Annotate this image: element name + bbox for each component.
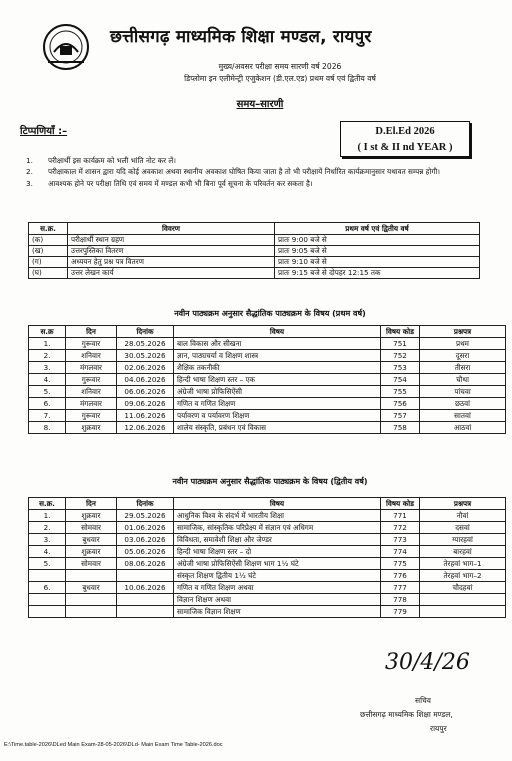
note-item bbox=[26, 179, 496, 189]
column-header: दिन bbox=[66, 326, 117, 338]
note-number: 3. bbox=[26, 178, 33, 188]
table-row bbox=[29, 534, 506, 546]
table-cell: सोमवार bbox=[66, 522, 117, 534]
column-header: प्रश्नपत्र bbox=[420, 498, 506, 510]
table-cell: (ख) bbox=[29, 246, 68, 257]
table-cell: सामाजिक, सांस्कृतिक परिप्रेक्ष्य में संज्ञान एवं अधिगम bbox=[174, 522, 381, 534]
table-cell: गणित व गणित शिक्षण अथवा bbox=[174, 582, 381, 594]
table-cell bbox=[117, 606, 174, 618]
table-cell: (क) bbox=[29, 235, 68, 246]
table-cell: 778 bbox=[381, 594, 420, 606]
table-cell: (ग) bbox=[29, 257, 68, 268]
signature-office: छत्तीसगढ़ माध्यमिक शिक्षा मण्डल, bbox=[360, 710, 453, 719]
table-row bbox=[29, 558, 506, 570]
table-cell: 772 bbox=[381, 522, 420, 534]
table-row bbox=[29, 350, 506, 362]
table-cell: 11.06.2026 bbox=[117, 410, 174, 422]
table-cell: उत्तरपुस्तिका वितरण bbox=[68, 246, 275, 257]
table-cell: 1. bbox=[29, 338, 66, 350]
table-row bbox=[29, 522, 506, 534]
table-row bbox=[29, 570, 506, 582]
table-cell: 754 bbox=[381, 374, 420, 386]
note-item bbox=[26, 167, 496, 177]
table-cell: उत्तर लेखन कार्य bbox=[68, 268, 275, 279]
table-cell: अंग्रेजी भाषा प्रोफिसिऐंसी bbox=[174, 386, 381, 398]
table-cell bbox=[420, 606, 506, 618]
table-cell: 752 bbox=[381, 350, 420, 362]
table-header-row bbox=[29, 498, 506, 510]
exam-schedule-line: मुख्य/अवसर परीक्षा समय सारणी वर्ष 2026 bbox=[218, 62, 342, 71]
column-header: प्रश्नपत्र bbox=[420, 326, 506, 338]
table-cell: हिन्दी भाषा शिक्षण स्तर – दो bbox=[174, 546, 381, 558]
table-cell: मंगलवार bbox=[66, 398, 117, 410]
table-cell: 753 bbox=[381, 362, 420, 374]
table-cell bbox=[117, 570, 174, 582]
first-year-table bbox=[28, 325, 506, 434]
table-row bbox=[29, 362, 506, 374]
second-year-heading: नवीन पाठ्यक्रम अनुसार सैद्धांतिक पाठ्यक्रम के विषय (द्वितीय वर्ष) bbox=[172, 477, 368, 486]
table-cell: 771 bbox=[381, 510, 420, 522]
table-cell: 757 bbox=[381, 410, 420, 422]
table-cell: तीसरा bbox=[420, 362, 506, 374]
table-cell: 03.06.2026 bbox=[117, 534, 174, 546]
table-cell: (घ) bbox=[29, 268, 68, 279]
table-row bbox=[29, 410, 506, 422]
table-cell: शनिवार bbox=[66, 386, 117, 398]
table-cell: विज्ञान शिक्षण अथवा bbox=[174, 594, 381, 606]
table-cell: सामाजिक विज्ञान शिक्षण bbox=[174, 606, 381, 618]
table-cell: 774 bbox=[381, 546, 420, 558]
table-cell: दूसरा bbox=[420, 350, 506, 362]
table-cell: 01.06.2026 bbox=[117, 522, 174, 534]
column-header: दिन bbox=[66, 498, 117, 510]
table-cell: 756 bbox=[381, 398, 420, 410]
table-cell: 779 bbox=[381, 606, 420, 618]
table-cell: शुक्रवार bbox=[66, 510, 117, 522]
second-year-table bbox=[28, 497, 506, 618]
table-cell: 6. bbox=[29, 582, 66, 594]
course-line: डिप्लोमा इन एलीमेन्ट्री एजुकेशन (डी.एल.एड) प्रथम वर्ष एवं द्वितीय वर्ष bbox=[184, 74, 376, 83]
table-cell bbox=[29, 570, 66, 582]
table-cell: 28.05.2026 bbox=[117, 338, 174, 350]
notes-list bbox=[26, 156, 496, 190]
table-cell: ग्यारहवां bbox=[420, 534, 506, 546]
table-cell: 4. bbox=[29, 374, 66, 386]
table-cell: मंगलवार bbox=[66, 362, 117, 374]
table-cell: गुरूवार bbox=[66, 410, 117, 422]
table-cell: 4. bbox=[29, 546, 66, 558]
table-cell: 09.06.2026 bbox=[117, 398, 174, 410]
table-cell: आठवां bbox=[420, 422, 506, 434]
table-cell: 2. bbox=[29, 350, 66, 362]
column-header: विषय कोड bbox=[381, 326, 420, 338]
column-header: स.क्र bbox=[29, 326, 66, 338]
table-row bbox=[29, 582, 506, 594]
table-cell: पांचवा bbox=[420, 386, 506, 398]
table-cell: संस्कृत शिक्षण द्वितीय 1½ घंटे bbox=[174, 570, 381, 582]
table-cell: बारहवां bbox=[420, 546, 506, 558]
table-cell: शनिवार bbox=[66, 350, 117, 362]
table-cell: 1. bbox=[29, 510, 66, 522]
table-cell: 05.06.2026 bbox=[117, 546, 174, 558]
table-cell: चौदहवां bbox=[420, 582, 506, 594]
table-cell bbox=[117, 594, 174, 606]
note-text: परीक्षाकाल में शासन द्वारा यदि कोई अवकाश अथवा स्थानीय अवकाश घोषित किया जाता है तो भी परीक्षायें निर्धारित कार्यक्रमानुसार यथावत सम्पन्न होगी। bbox=[48, 167, 440, 177]
table-cell bbox=[29, 606, 66, 618]
table-cell: विविधता, समावेशी शिक्षा और जेण्डर bbox=[174, 534, 381, 546]
table-cell: सोमवार bbox=[66, 558, 117, 570]
table-cell: बुधवार bbox=[66, 534, 117, 546]
note-item bbox=[26, 156, 496, 166]
table-cell: 06.06.2026 bbox=[117, 386, 174, 398]
table-cell: 758 bbox=[381, 422, 420, 434]
table-cell: अध्ययन हेतु प्रश्न पत्र वितरण bbox=[68, 257, 275, 268]
table-cell: पर्यावरण व पर्यावरण शिक्षण bbox=[174, 410, 381, 422]
handwritten-date bbox=[385, 650, 470, 675]
table-cell: शैक्षिक तकनीकी bbox=[174, 362, 381, 374]
table-cell bbox=[66, 606, 117, 618]
table-cell: 776 bbox=[381, 570, 420, 582]
timing-table bbox=[28, 222, 480, 279]
table-cell: 3. bbox=[29, 534, 66, 546]
column-header: विषय कोड bbox=[381, 498, 420, 510]
table-cell: प्रातः 9:10 बजे से bbox=[275, 257, 480, 268]
column-header: विषय bbox=[174, 326, 381, 338]
table-cell: छठवां bbox=[420, 398, 506, 410]
table-row bbox=[29, 606, 506, 618]
table-cell: 30.05.2026 bbox=[117, 350, 174, 362]
table-cell: शुक्रवार bbox=[66, 546, 117, 558]
dled-box-line1: D.El.Ed 2026 bbox=[375, 126, 435, 137]
dled-box-line2: ( I st & II nd YEAR ) bbox=[357, 142, 453, 153]
table-row bbox=[29, 338, 506, 350]
column-header: स.क्र. bbox=[29, 223, 68, 235]
table-cell: 12.06.2026 bbox=[117, 422, 174, 434]
table-row bbox=[29, 235, 480, 246]
footer-file-path: E:\Time.table-2026\DLed Main Exam-28-05-2026\DLd- Main Exam Time Table-2026.doc bbox=[4, 742, 223, 748]
table-row bbox=[29, 398, 506, 410]
table-cell: 773 bbox=[381, 534, 420, 546]
table-cell: प्रातः 9:05 बजे से bbox=[275, 246, 480, 257]
first-year-heading: नवीन पाठ्यक्रम अनुसार सैद्धांतिक पाठ्यक्रम के विषय (प्रथम वर्ष) bbox=[174, 309, 366, 318]
dled-year-box bbox=[340, 121, 470, 157]
table-cell: शालेय संस्कृति, प्रबंधन एवं विकास bbox=[174, 422, 381, 434]
table-row bbox=[29, 546, 506, 558]
handwritten-date-text: 30/4/26 bbox=[385, 650, 470, 675]
table-cell: 5. bbox=[29, 558, 66, 570]
table-cell: 04.06.2026 bbox=[117, 374, 174, 386]
table-cell: अंग्रेजी भाषा प्रोफिसिऐंसी शिक्षण भाग 1½ घंटे bbox=[174, 558, 381, 570]
column-header: दिनांक bbox=[117, 326, 174, 338]
table-cell: 08.06.2026 bbox=[117, 558, 174, 570]
table-cell: सातवां bbox=[420, 410, 506, 422]
table-cell: 8. bbox=[29, 422, 66, 434]
table-cell: प्रथम bbox=[420, 338, 506, 350]
note-number: 2. bbox=[26, 167, 33, 177]
table-cell: चौथा bbox=[420, 374, 506, 386]
table-header-row bbox=[29, 223, 480, 235]
table-cell: 6. bbox=[29, 398, 66, 410]
table-cell: तेरहवां भाग–1 bbox=[420, 558, 506, 570]
table-cell: 7. bbox=[29, 410, 66, 422]
note-text: परीक्षार्थी इस कार्यक्रम को भली भांति नोट कर लें। bbox=[48, 156, 176, 165]
table-cell: 2. bbox=[29, 522, 66, 534]
column-header: विषय bbox=[174, 498, 381, 510]
table-cell: बुधवार bbox=[66, 582, 117, 594]
table-cell: गणित व गणित शिक्षण bbox=[174, 398, 381, 410]
table-row bbox=[29, 268, 480, 279]
table-row bbox=[29, 246, 480, 257]
column-header: स.क्र. bbox=[29, 498, 66, 510]
table-cell: 3. bbox=[29, 362, 66, 374]
note-number: 1. bbox=[26, 156, 33, 165]
table-cell: प्रातः 9:15 बजे से दोपहर 12:15 तक bbox=[275, 268, 480, 279]
table-row bbox=[29, 257, 480, 268]
table-cell bbox=[66, 570, 117, 582]
timetable-heading: समय–सारणी bbox=[236, 99, 284, 110]
table-cell: 751 bbox=[381, 338, 420, 350]
table-row bbox=[29, 510, 506, 522]
table-cell bbox=[66, 594, 117, 606]
signature-city: रायपुर bbox=[430, 724, 447, 733]
table-cell bbox=[29, 594, 66, 606]
table-cell: परीक्षार्थी स्थान ग्रहण bbox=[68, 235, 275, 246]
table-row bbox=[29, 386, 506, 398]
column-header: दिनांक bbox=[117, 498, 174, 510]
table-cell: तेरहवां भाग–2 bbox=[420, 570, 506, 582]
table-row bbox=[29, 422, 506, 434]
table-cell: हिन्दी भाषा शिक्षण स्तर – एक bbox=[174, 374, 381, 386]
table-cell: दसवां bbox=[420, 522, 506, 534]
table-cell: 755 bbox=[381, 386, 420, 398]
table-cell: गुरूवार bbox=[66, 338, 117, 350]
table-cell: आधुनिक विश्व के संदर्भ में भारतीय शिक्षा bbox=[174, 510, 381, 522]
notes-heading: टिप्पणियाँ :– bbox=[20, 126, 68, 137]
table-cell: 777 bbox=[381, 582, 420, 594]
column-header: विवरण bbox=[68, 223, 275, 235]
table-row bbox=[29, 594, 506, 606]
secretary-designation: सचिव bbox=[415, 696, 431, 705]
table-cell: 5. bbox=[29, 386, 66, 398]
table-cell bbox=[420, 594, 506, 606]
column-header: प्रथम वर्ष एवं द्वितीय वर्ष bbox=[275, 223, 480, 235]
table-cell: 10.06.2026 bbox=[117, 582, 174, 594]
table-cell: 775 bbox=[381, 558, 420, 570]
table-cell: गुरूवार bbox=[66, 374, 117, 386]
note-text: आवश्यक होने पर परीक्षा तिथि एवं समय में मण्डल कभी भी बिना पूर्व सूचना के परिवर्तन कर सकता है। bbox=[48, 178, 313, 188]
table-header-row bbox=[29, 326, 506, 338]
table-cell: 02.06.2026 bbox=[117, 362, 174, 374]
table-cell: प्रातः 9:00 बजे से bbox=[275, 235, 480, 246]
table-row bbox=[29, 374, 506, 386]
table-cell: शुक्रवार bbox=[66, 422, 117, 434]
board-title: छत्तीसगढ़ माध्यमिक शिक्षा मण्डल, रायपुर bbox=[110, 27, 372, 47]
table-cell: 29.05.2026 bbox=[117, 510, 174, 522]
table-cell: नौवां bbox=[420, 510, 506, 522]
table-cell: बाल विकास और सीखना bbox=[174, 338, 381, 350]
table-cell: ज्ञान, पाठ्यचर्या व शिक्षण शास्त्र bbox=[174, 350, 381, 362]
